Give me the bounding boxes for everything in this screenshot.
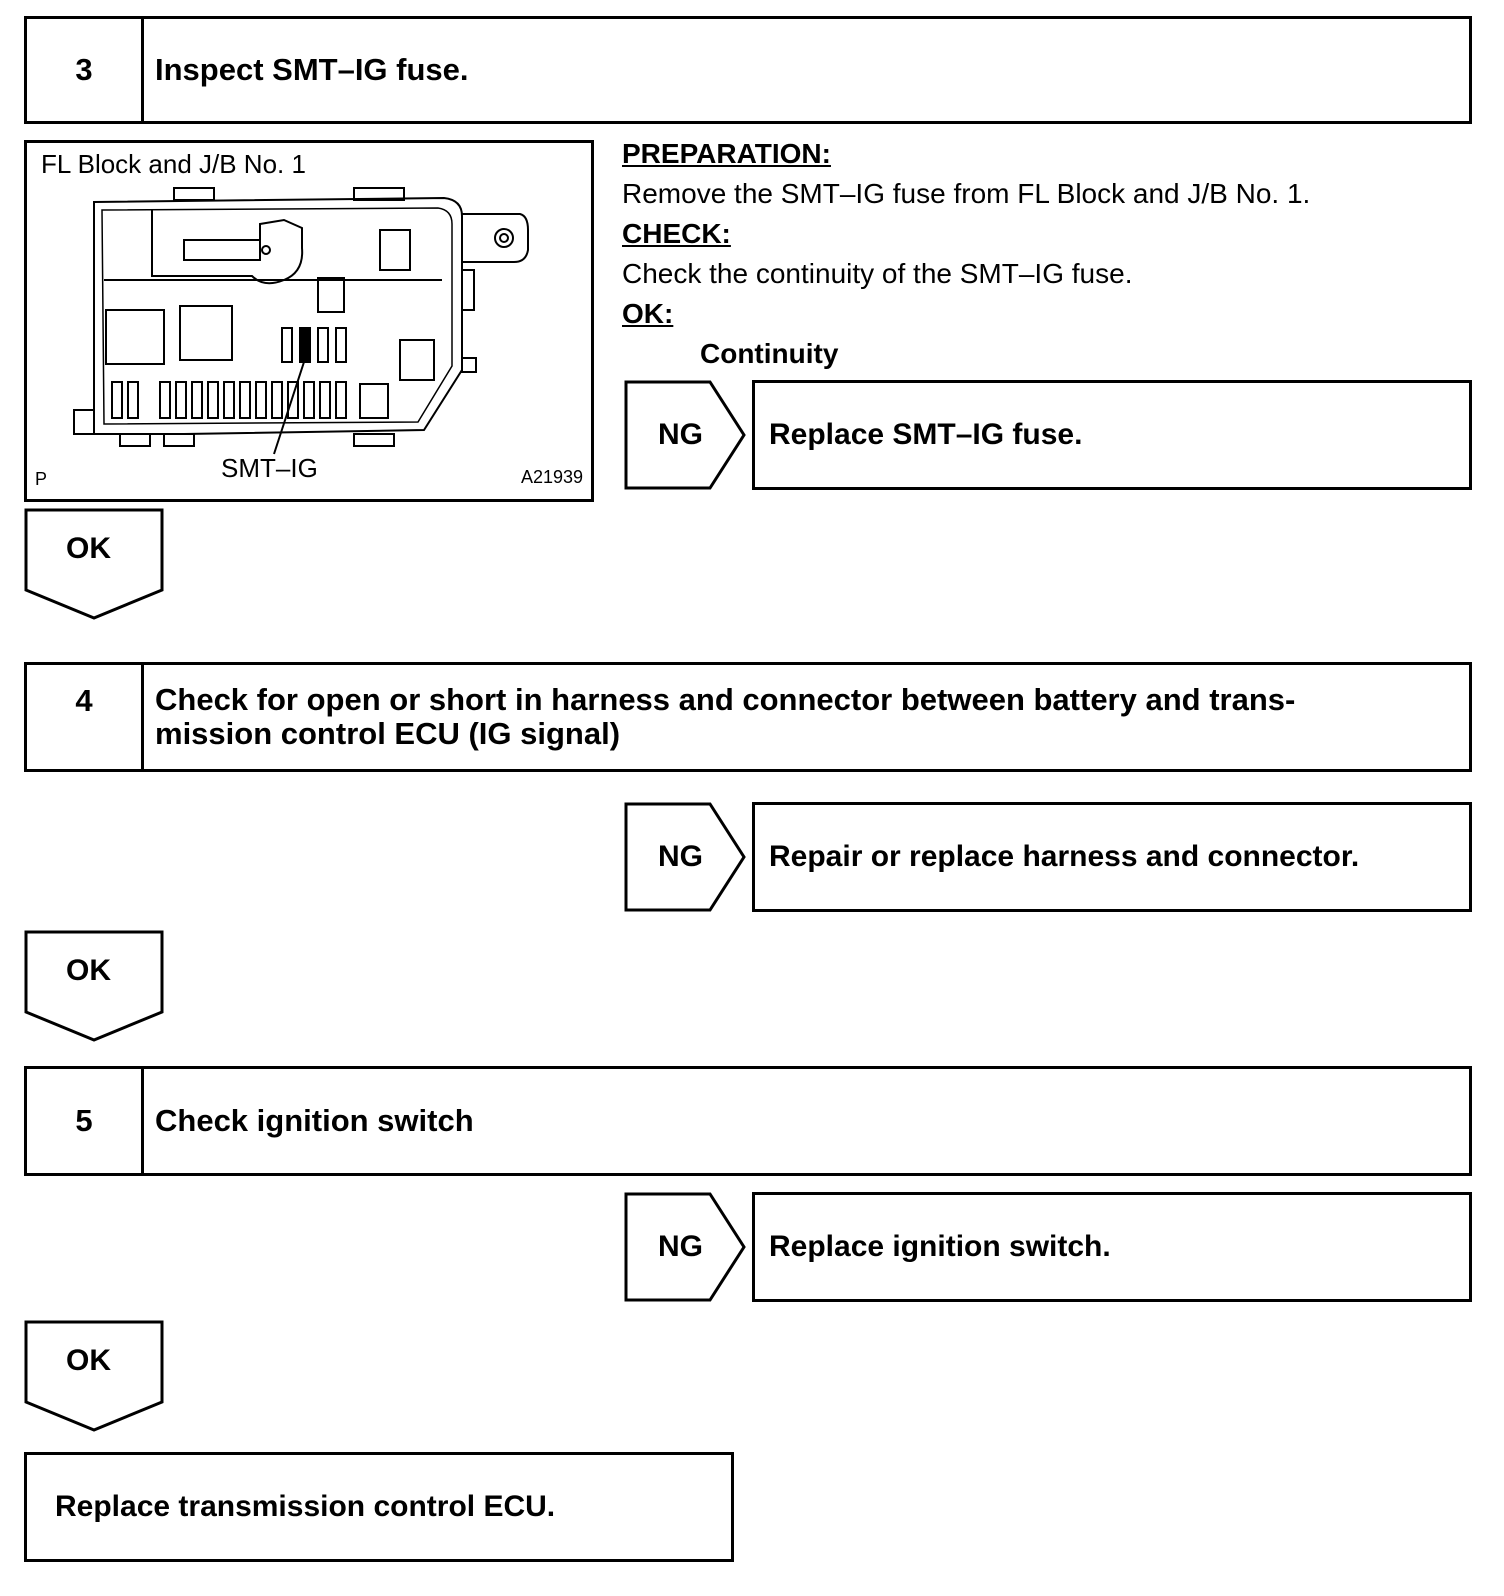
final-action-box: Replace transmission control ECU. (24, 1452, 734, 1562)
smt-ig-callout: SMT–IG (221, 453, 318, 483)
check-text: Check the continuity of the SMT–IG fuse. (622, 258, 1133, 289)
step-number: 3 (27, 19, 144, 121)
fuse-block-figure (24, 140, 594, 502)
step-5-header (24, 1066, 1472, 1176)
ok-label: OK (66, 532, 111, 565)
figure-caption: FL Block and J/B No. 1 (41, 149, 306, 179)
ng-label: NG (658, 840, 703, 873)
step-number: 5 (27, 1069, 144, 1173)
step-4-header (24, 662, 1472, 772)
result-repair-harness: Repair or replace harness and connector. (752, 802, 1472, 912)
step-3-header (24, 16, 1472, 124)
preparation-heading: PREPARATION: (622, 138, 831, 169)
step-number: 4 (27, 665, 144, 769)
result-replace-fuse: Replace SMT–IG fuse. (752, 380, 1472, 490)
result-replace-ignition-switch: Replace ignition switch. (752, 1192, 1472, 1302)
ng-label: NG (658, 418, 703, 451)
figure-id: A21939 (520, 467, 583, 487)
ok-label: OK (66, 954, 111, 987)
ng-label: NG (658, 1230, 703, 1263)
step-title: Check ignition switch (155, 1103, 474, 1138)
check-heading: CHECK: (622, 218, 731, 249)
fuse-block-drawing (24, 140, 594, 502)
ok-heading: OK: (622, 298, 674, 329)
ok-spec: Continuity (700, 338, 839, 369)
corner-mark: P (35, 469, 48, 489)
preparation-text: Remove the SMT–IG fuse from FL Block and J/B No. 1. (622, 178, 1311, 209)
ok-label: OK (66, 1344, 111, 1377)
step-title: Inspect SMT–IG fuse. (155, 52, 469, 87)
step-title: Check for open or short in harness and connector between battery and trans- mission control ECU (IG signal) (155, 682, 1296, 751)
